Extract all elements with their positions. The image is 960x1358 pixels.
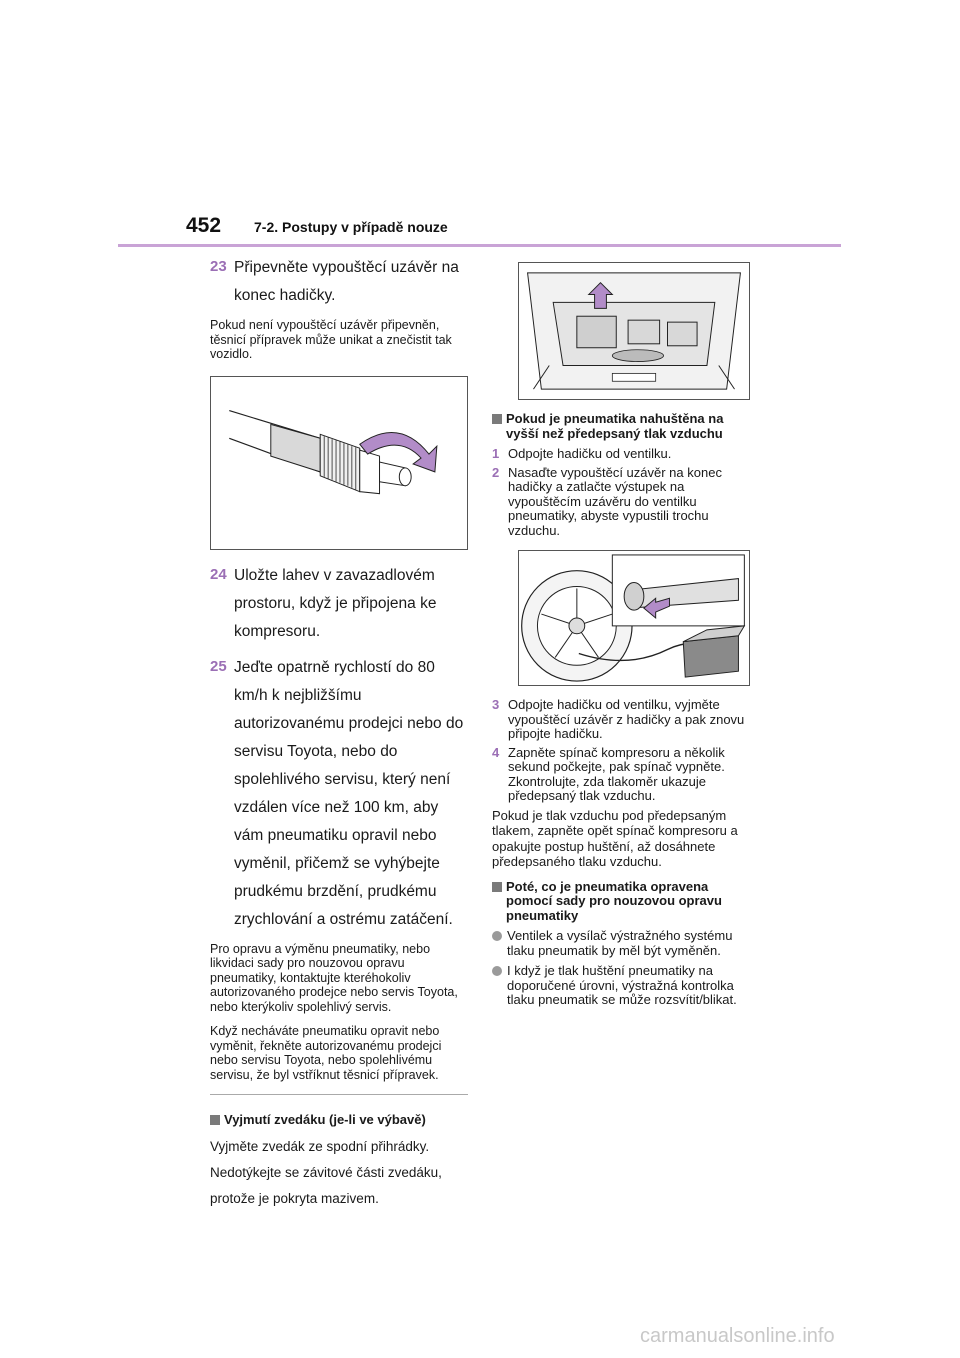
- step-text: Připevněte vypouštěcí uzávěr na konec hadičky.: [234, 259, 459, 304]
- left-column: [210, 254, 468, 1212]
- item-number: 1: [492, 446, 500, 461]
- jack-text-1: Vyjměte zvedák ze spodní přihrádky.: [210, 1138, 430, 1154]
- section-title: 7-2. Postupy v případě nouze: [254, 219, 448, 235]
- over-pressure-heading-text: Pokud je pneumatika nahuštěna na vyšší než předepsaný tlak vzduchu: [506, 411, 724, 441]
- figure-cap-attach: [210, 376, 468, 550]
- jack-heading-text: Vyjmutí zvedáku (je-li ve výbavě): [224, 1112, 426, 1127]
- bullet-dot-icon: [492, 931, 502, 941]
- step-number: 23: [210, 258, 227, 275]
- square-bullet-icon: [492, 414, 502, 424]
- figure-trunk: [518, 262, 750, 400]
- bullet-text: Ventilek a vysílač výstražného systému tlaku pneumatik by měl být vyměněn.: [507, 928, 733, 958]
- step-text: Jeďte opatrně rychlostí do 80 km/h k nejbližšímu autorizovanému prodejci nebo do servisu Toyota, nebo do spolehlivého servisu, který není vzdálen více než 100 km, aby vám pneumatiku opravil nebo vyměnil, přičemž se vyhýbejte prudkému brzdění, prudkému zrychlování a ostrému zatáčení.: [234, 658, 464, 928]
- header-rule: [118, 244, 841, 247]
- square-bullet-icon: [210, 1115, 220, 1125]
- watermark: carmanualsonline.info: [640, 1325, 835, 1347]
- list-item: [492, 746, 752, 804]
- step-24: [210, 562, 468, 646]
- over-pressure-heading: [492, 412, 752, 441]
- step-number: 24: [210, 565, 227, 583]
- square-bullet-icon: [492, 882, 502, 892]
- section-divider: [210, 1094, 468, 1095]
- bullet-text: I když je tlak huštění pneumatiky na doporučené úrovni, výstražná kontrolka tlaku pneumatik se může rozsvítit/blikat.: [507, 963, 737, 1007]
- after-repair-heading: [492, 880, 752, 924]
- list-item: [492, 466, 752, 539]
- item-text: Odpojte hadičku od ventilku.: [508, 446, 672, 461]
- valve-illustration: [519, 551, 749, 685]
- step-number: 25: [210, 657, 227, 675]
- bullet-item: [492, 964, 752, 1008]
- note-25a: Pro opravu a výměnu pneumatiky, nebo likvidaci sady pro nouzovou opravu pneumatiky, kontaktujte kteréhokoliv autorizovaného prodejce nebo servis Toyota, nebo kterýkoliv spolehlivý servis.: [210, 941, 458, 1014]
- note-25b: Když necháváte pneumatiku opravit nebo vyměnit, řekněte autorizovanému prodejci nebo servisu Toyota, nebo spolehlivému servisu, že byl vstříknut těsnicí přípravek.: [210, 1024, 442, 1082]
- item-number: 3: [492, 697, 500, 712]
- jack-text-2: Nedotýkejte se závitové části zvedáku, protože je pokryta mazivem.: [210, 1164, 442, 1206]
- after-repair-heading-text: Poté, co je pneumatika opravena pomocí sady pro nouzovou opravu pneumatiky: [506, 878, 722, 923]
- item-number: 4: [492, 744, 500, 760]
- bullet-item: [492, 929, 752, 958]
- note-23: Pokud není vypouštěcí uzávěr připevněn, těsnicí přípravek může unikat a znečistit tak vozidlo.: [210, 318, 452, 361]
- right-column: [492, 262, 752, 1014]
- item-number: 2: [492, 464, 500, 480]
- trunk-illustration: [519, 263, 749, 399]
- item-text: Odpojte hadičku od ventilku, vyjměte vypouštěcí uzávěr z hadičky a pak znovu připojte hadičku.: [508, 697, 745, 741]
- page-number: 452: [186, 214, 222, 237]
- step-text: Uložte lahev v zavazadlovém prostoru, když je připojena ke kompresoru.: [234, 566, 437, 640]
- under-pressure-text: Pokud je tlak vzduchu pod předepsaným tlakem, zapněte opět spínač kompresoru a opakujte postup huštění, až dosáhnete předepsaného tlaku vzduchu.: [492, 807, 738, 869]
- step-25: [210, 654, 468, 934]
- bullet-dot-icon: [492, 966, 502, 976]
- jack-heading: [210, 1113, 468, 1128]
- list-item: [492, 698, 752, 742]
- item-text: Zapněte spínač kompresoru a několik sekund počkejte, pak spínač vypněte. Zkontrolujte, zda tlakoměr ukazuje předepsaný tlak vzduchu.: [508, 744, 725, 803]
- step-23: [210, 254, 468, 310]
- hose-cap-illustration: [211, 377, 467, 549]
- item-text: Nasaďte vypouštěcí uzávěr na konec hadičky a zatlačte výstupek na vypouštěcím uzávěru do ventilku pneumatiky, abyste vypustili trochu vzduchu.: [508, 464, 722, 538]
- list-item: [492, 447, 752, 462]
- figure-valve: [518, 550, 750, 686]
